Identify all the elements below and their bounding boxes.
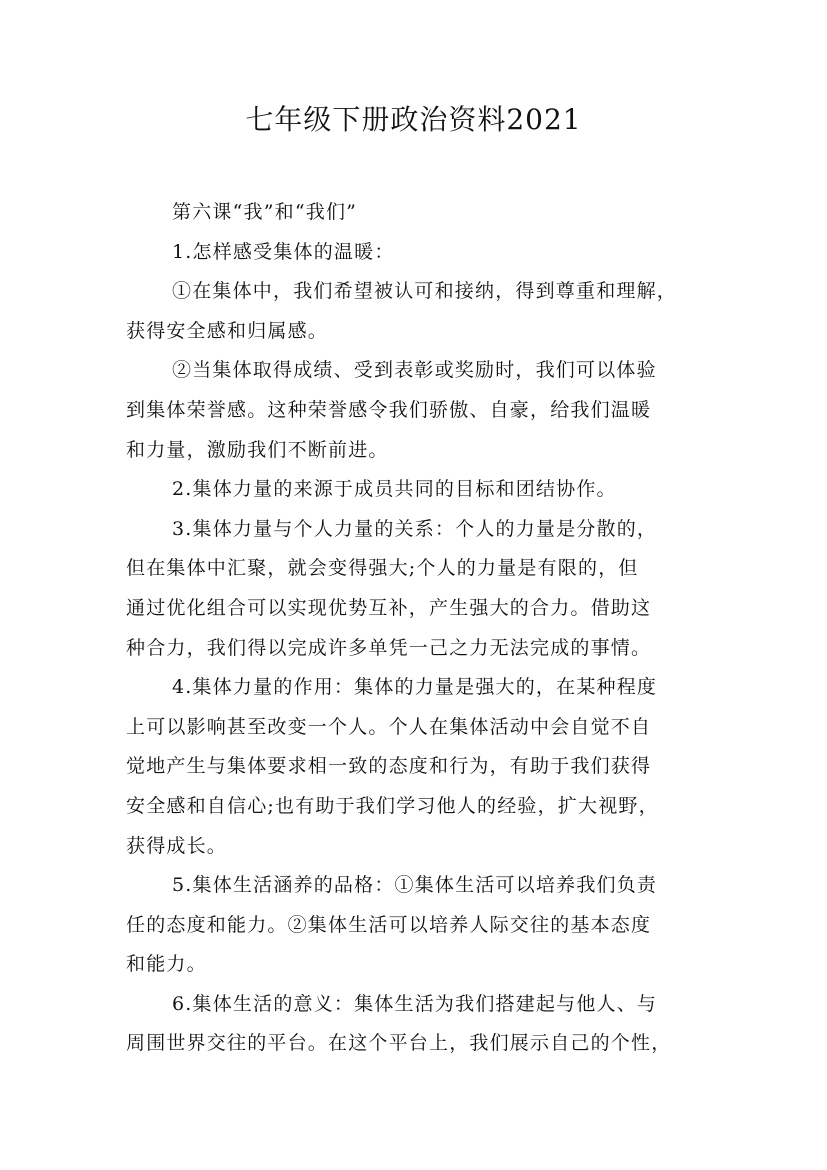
text-line: 第六课“我”和“我们”: [172, 201, 358, 223]
text-line: 获得安全感和归属感。: [126, 319, 329, 342]
text-line: 到集体荣誉感。这种荣誉感令我们骄傲、自豪，给我们温暖: [126, 398, 652, 421]
text-line: 5.集体生活涵养的品格：①集体生活可以培养我们负责: [172, 874, 658, 897]
text-line: 通过优化组合可以实现优势互补，产生强大的合力。借助这: [126, 596, 652, 619]
text-line: 种合力，我们得以完成许多单凭一己之力无法完成的事情。: [126, 636, 652, 659]
text-line: 周围世界交往的平台。在这个平台上，我们展示自己的个性，: [126, 1032, 672, 1055]
text-line: 4.集体力量的作用：集体的力量是强大的，在某种程度: [172, 676, 658, 699]
text-line: 但在集体中汇聚，就会变得强大;个人的力量是有限的，但: [126, 557, 639, 580]
text-line: 任的态度和能力。②集体生活可以培养人际交往的基本态度: [126, 913, 652, 936]
text-line: 2.集体力量的来源于成员共同的目标和团结协作。: [172, 478, 617, 501]
text-line: 安全感和自信心;也有助于我们学习他人的经验，扩大视野，: [126, 794, 659, 817]
text-line: 上可以影响甚至改变一个人。个人在集体活动中会自觉不自: [126, 715, 652, 738]
text-line: ①在集体中，我们希望被认可和接纳，得到尊重和理解，: [172, 280, 678, 303]
text-line: ②当集体取得成绩、受到表彰或奖励时，我们可以体验: [172, 359, 657, 382]
text-line: 和力量，激励我们不断前进。: [126, 438, 389, 461]
text-line: 和能力。: [126, 953, 207, 976]
document-title: 七年级下册政治资料2021: [245, 103, 582, 136]
text-line: 3.集体力量与个人力量的关系：个人的力量是分散的，: [172, 517, 658, 540]
text-line: 获得成长。: [126, 834, 228, 857]
text-line: 1.怎样感受集体的温暖：: [172, 240, 395, 263]
text-line: 觉地产生与集体要求相一致的态度和行为，有助于我们获得: [126, 755, 652, 778]
text-line: 6.集体生活的意义：集体生活为我们搭建起与他人、与: [172, 992, 658, 1015]
document-body: [126, 193, 711, 1064]
